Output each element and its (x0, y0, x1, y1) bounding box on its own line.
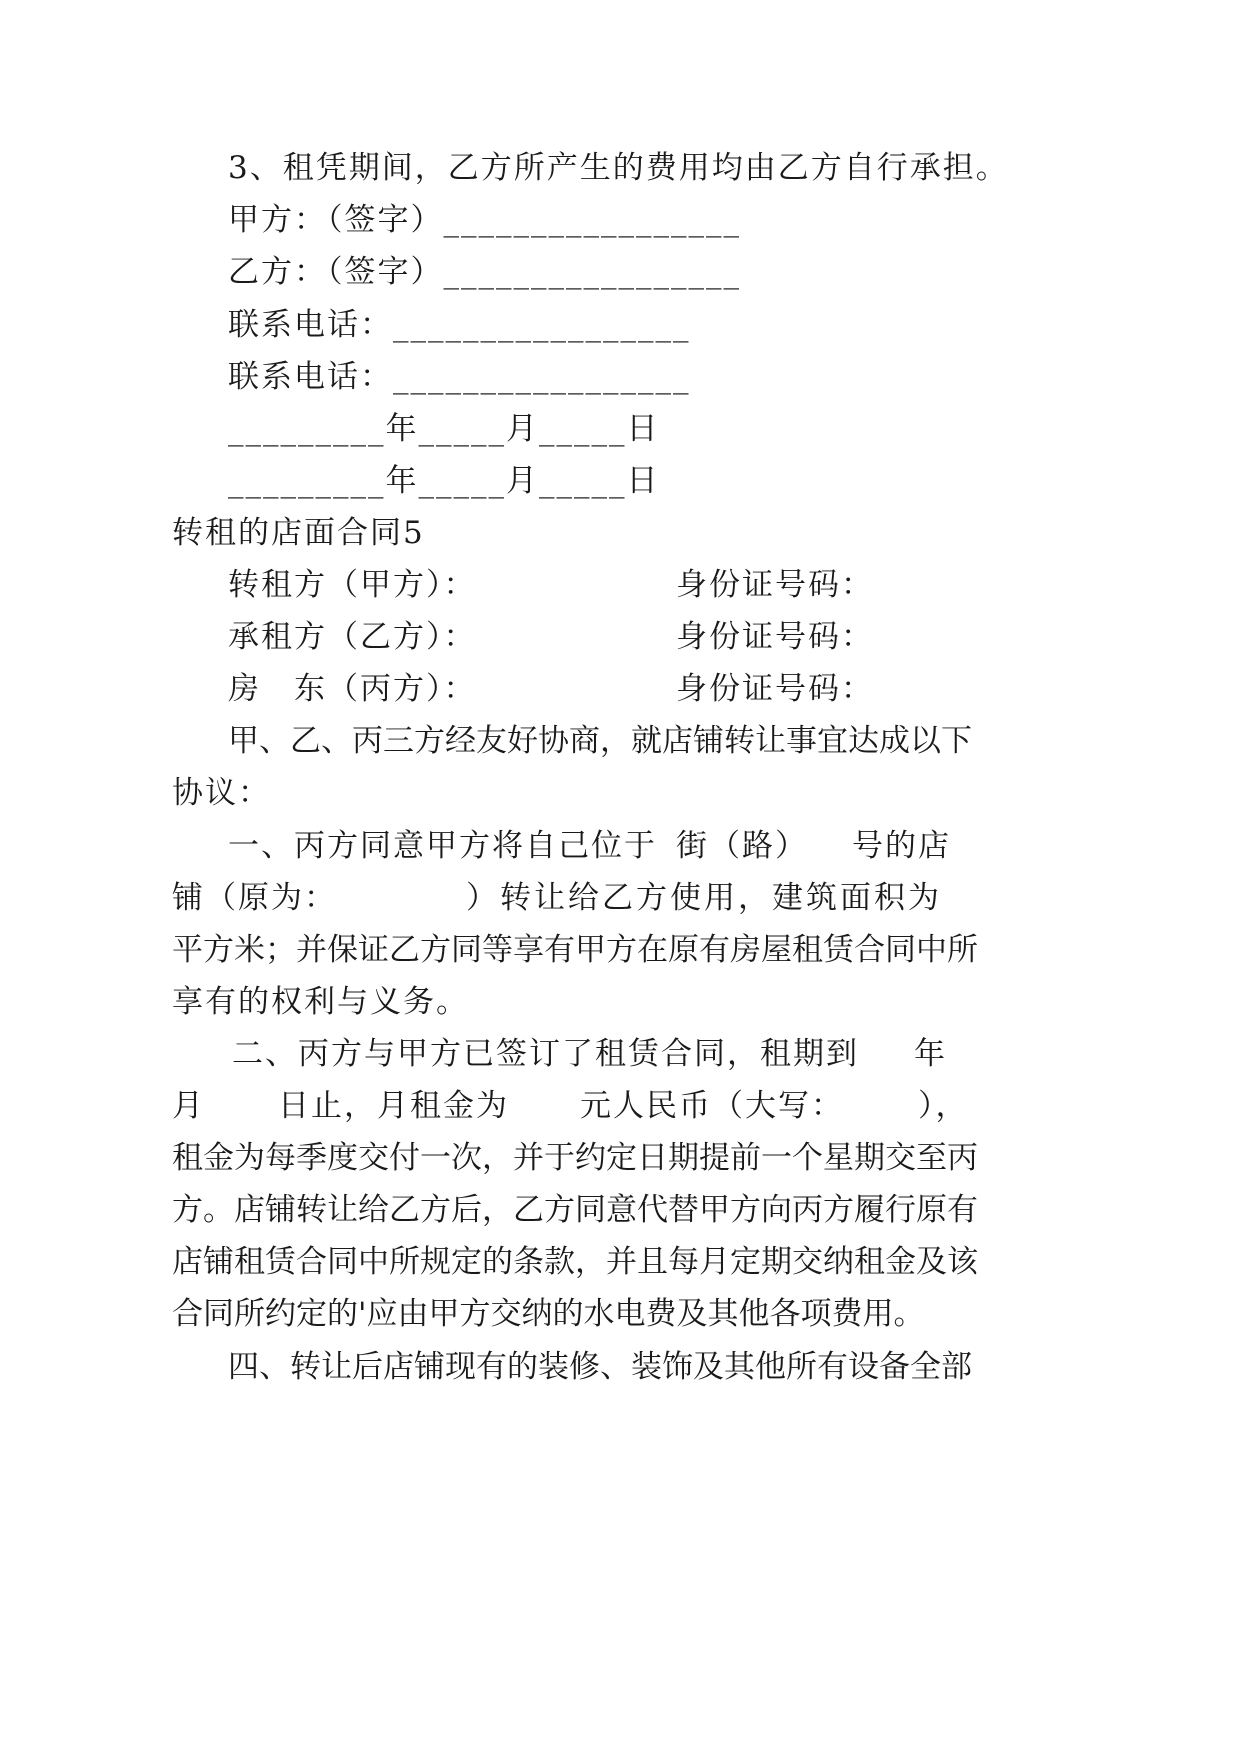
clause-3-text: 3、租凭期间，乙方所产生的费用均由乙方自行承担。 (228, 150, 1009, 186)
landlord-label: 房 东（丙方）： (228, 671, 477, 707)
clause-2-line-3: 租金为每季度交付一次，并于约定日期提前一个星期交至丙 (172, 1140, 978, 1176)
clause-1-part-c: 号的店 (852, 828, 951, 864)
clause-2-line-5: 店铺租赁合同中所规定的条款，并且每月定期交纳租金及该 (172, 1244, 978, 1280)
landlord-id-label: 身份证号码： (676, 671, 874, 707)
intro-line-2: 协议： (172, 775, 271, 811)
intro-line-1: 甲、乙、丙三方经友好协商，就店铺转让事宜达成以下 (228, 723, 972, 759)
clause-2-line-4: 方。店铺转让给乙方后，乙方同意代替甲方向丙方履行原有 (172, 1192, 978, 1228)
date-line-1: _________年_____月_____日 (228, 411, 660, 447)
sublessee-label: 承租方（乙方）： (228, 619, 477, 655)
party-b-signature-line: 乙方：（签字）_________________ (228, 254, 741, 290)
clause-2-line-6: 合同所约定的'应由甲方交纳的水电费及其他各项费用。 (172, 1296, 925, 1332)
clause-1-part-b: 街（路） (676, 828, 808, 864)
sublessee-id-label: 身份证号码： (676, 619, 874, 655)
sublessor-id-label: 身份证号码： (676, 567, 874, 603)
section-title: 转租的店面合同5 (172, 515, 425, 551)
clause-2-line-1b: 年 (914, 1036, 947, 1072)
date-line-2: _________年_____月_____日 (228, 463, 660, 499)
clause-2-line-2b: 日止，月租金为 (278, 1088, 509, 1124)
clause-1-line-3: 平方米；并保证乙方同等享有甲方在原有房屋租赁合同中所 (172, 932, 978, 968)
clause-2-line-2c: 元人民币（大写： (580, 1088, 844, 1124)
sublessor-label: 转租方（甲方）： (228, 567, 477, 603)
clause-2-line-2d: ）， (918, 1088, 969, 1124)
clause-1-line-2a: 铺（原为： (172, 880, 337, 916)
clause-1-line-2b: ）转让给乙方使用，建筑面积为 (466, 880, 942, 916)
clause-1-part-a: 一、丙方同意甲方将自己位于 (228, 828, 657, 864)
phone-line-2: 联系电话：_________________ (228, 359, 691, 395)
clause-2-line-2a: 月 (172, 1088, 205, 1124)
clause-4-line-1: 四、转让后店铺现有的装修、装饰及其他所有设备全部 (228, 1349, 972, 1385)
party-a-signature-line: 甲方：（签字）_________________ (228, 202, 741, 238)
phone-line-1: 联系电话：_________________ (228, 307, 691, 343)
clause-1-line-4: 享有的权利与义务。 (172, 984, 469, 1020)
clause-2-line-1a: 二、丙方与甲方已签订了租赁合同，租期到 (232, 1036, 859, 1072)
